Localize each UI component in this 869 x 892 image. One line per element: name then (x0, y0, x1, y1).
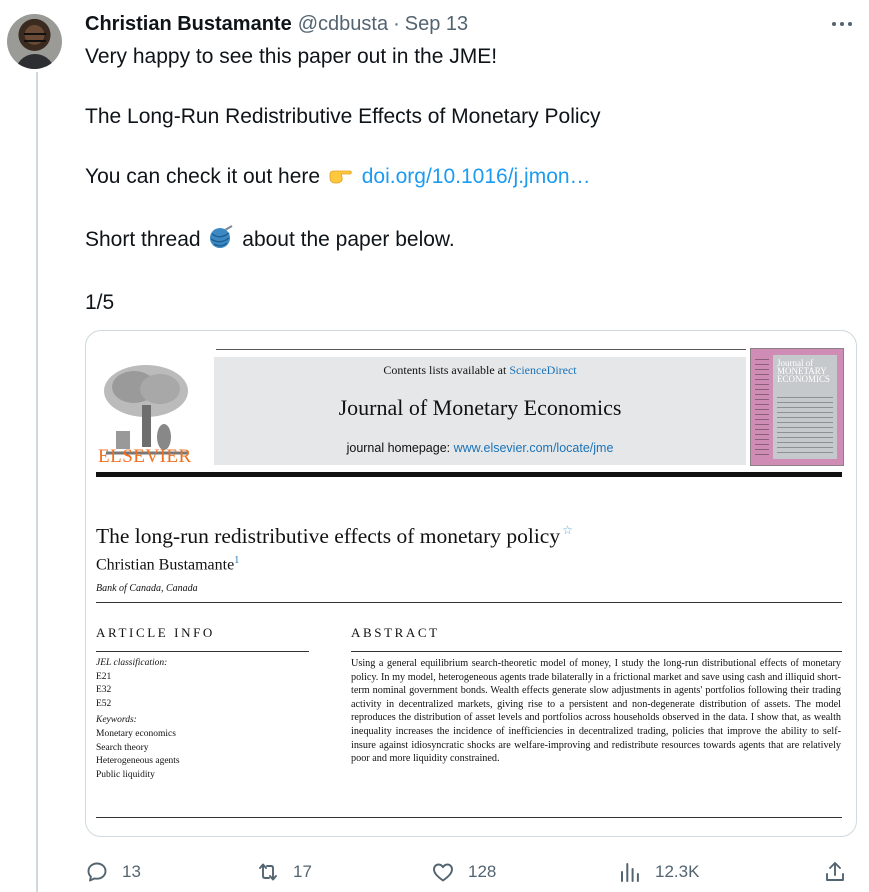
paper-title-text: The long-run redistributive effects of monetary policy (96, 524, 561, 548)
tweet-line: Very happy to see this paper out in the JME! (85, 45, 498, 68)
repost-button[interactable] (256, 860, 312, 884)
elsevier-wordmark: ELSEVIER (98, 446, 192, 467)
cover-spine (755, 355, 769, 459)
like-count: 128 (468, 862, 497, 881)
homepage-link: www.elsevier.com/locate/jme (453, 441, 614, 455)
paper-affiliation: Bank of Canada, Canada (96, 583, 198, 594)
views-icon (618, 860, 642, 884)
paper-author-name: Christian Bustamante (96, 556, 235, 574)
keyword: Heterogeneous agents (96, 756, 180, 767)
divider (216, 349, 746, 350)
jel-code: E32 (96, 685, 112, 696)
divider (96, 602, 842, 603)
tweet-line (85, 162, 855, 195)
paper-title (96, 523, 573, 549)
jel-code: E52 (96, 698, 112, 709)
author-handle[interactable]: @cdbusta (297, 12, 389, 35)
tweet-line (85, 225, 855, 258)
article-info-heading: ARTICLE INFO (96, 625, 215, 640)
journal-title: Journal of Monetary Economics (338, 395, 622, 420)
abstract-heading: ABSTRACT (351, 625, 440, 640)
jel-code: E21 (96, 671, 112, 682)
avatar[interactable] (7, 14, 62, 69)
action-bar (85, 852, 855, 892)
views-button[interactable] (618, 860, 699, 884)
tweet-line: 1/5 (85, 291, 115, 314)
share-icon (823, 860, 847, 884)
footnote-star-icon: ☆ (562, 523, 573, 537)
keyword: Public liquidity (96, 769, 155, 780)
paper-image[interactable] (85, 330, 857, 837)
share-button[interactable] (823, 860, 847, 884)
divider (96, 817, 842, 818)
tweet-line-text: You can check it out here (85, 165, 321, 188)
tweet-line-text: about the paper below. (242, 228, 455, 251)
tweet-line: The Long-Run Redistributive Effects of Monetary Policy (85, 105, 601, 128)
journal-cover (750, 348, 844, 466)
more-icon[interactable] (827, 10, 857, 38)
reply-icon (85, 860, 109, 884)
tweet-header (85, 10, 468, 38)
yarn-emoji (208, 225, 234, 258)
keyword: Search theory (96, 742, 149, 753)
like-button[interactable] (431, 860, 496, 884)
separator-dot: · (393, 12, 400, 35)
keywords-label: Keywords: (96, 715, 137, 726)
author-footnote: 1 (234, 555, 240, 566)
journal-banner (214, 357, 746, 465)
reply-count: 13 (122, 862, 141, 881)
divider (96, 651, 309, 652)
jel-label: JEL classification: (96, 658, 168, 668)
divider (351, 651, 842, 652)
doi-link[interactable]: doi.org/10.1016/j.jmon… (361, 165, 591, 188)
divider (96, 472, 842, 477)
abstract-text: Using a general equilibrium search-theoretic model of money, I study the long-run distributional effects of monetary policy. In my model, heterogeneous agents trade bilaterally in a frictional market and save using cash and illiquid short-term nominal government bonds. Wealth effects generate slow adjustments in agents' portfolios following their trading activity in decentralized markets, giving rise to a persistent and non-degenerate distribution of assets. The model reproduces the distribution of asset levels and portfolios across households observed in the data. I show that, as wealth inequality increases the incidence of inefficiencies in decentralized trading, policies that improve the ability to self-insure against idiosyncratic shocks are welfare-improving and redistribute resources towards agents that are relatively poor and more liquidity constrained. (351, 658, 841, 765)
tweet-date[interactable]: Sep 13 (404, 12, 469, 35)
like-icon (431, 860, 455, 884)
cover-title: Journal of MONETARY ECONOMICS (777, 358, 831, 384)
homepage-line (214, 441, 746, 455)
author-name[interactable]: Christian Bustamante (85, 12, 292, 35)
avatar-glasses (24, 33, 46, 42)
contents-line (214, 363, 746, 378)
cover-text-lines (777, 393, 833, 453)
paper-author (96, 555, 239, 574)
article-info (96, 657, 306, 782)
keyword: Monetary economics (96, 728, 176, 739)
tweet-text (85, 42, 855, 318)
thread-line (36, 72, 38, 892)
views-count: 12.3K (655, 862, 700, 881)
reply-button[interactable] (85, 860, 141, 884)
repost-count: 17 (293, 862, 312, 881)
avatar-shirt (15, 54, 55, 69)
tweet-line-text: Short thread (85, 228, 201, 251)
repost-icon (256, 860, 280, 884)
pointing-right-emoji (328, 165, 354, 195)
sciencedirect-link: ScienceDirect (509, 363, 577, 377)
contents-text: Contents lists available at (383, 363, 507, 377)
homepage-text: journal homepage: (346, 441, 451, 455)
